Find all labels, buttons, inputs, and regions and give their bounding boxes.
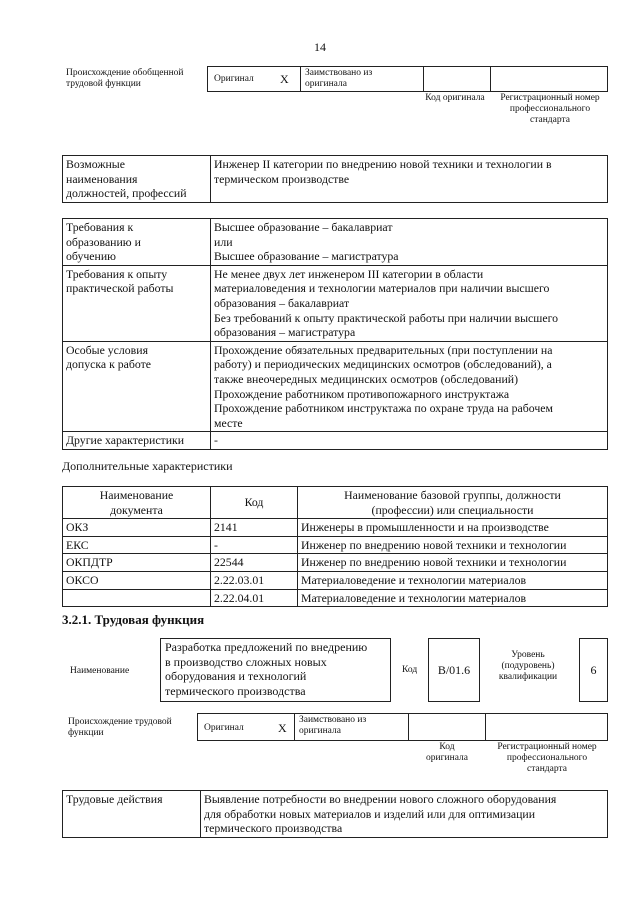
table-row (63, 554, 608, 572)
origin-table (207, 66, 608, 92)
req-education-label: Требования к образованию и обучению (63, 219, 211, 266)
row-name: Материаловедение и технологии материалов (298, 571, 608, 589)
table-row (63, 571, 608, 589)
qualification-level-value: 6 (579, 638, 608, 702)
req-other-label: Другие характеристики (63, 432, 211, 450)
origin-label: Происхождение обобщенной трудовой функции (66, 68, 184, 89)
function-name-value: Разработка предложений по внедрению в производство сложных новых оборудования и технологий термического производства (160, 638, 391, 702)
row-code: 22544 (211, 554, 298, 572)
function-original-label: Оригинал (204, 723, 244, 733)
labor-actions-value: Выявление потребности во внедрении нового сложного оборудования для обработки новых материалов и изделий или для оптимизации термического производства (201, 791, 608, 838)
original-label: Оригинал (214, 74, 254, 84)
qualification-level-label: Уровень (подуровень) квалификации (498, 650, 558, 682)
function-origin-label: Происхождение трудовой функции (68, 717, 172, 738)
req-special-conditions-value: Прохождение обязательных предварительных (при поступлении на работу) и периодических медицинских осмотров (обследований), а также внеочередных медицинских осмотров (обследований) Прохождение работником противопожарного инструктажа Прохождение работником инструктажа по охране труда на рабочем месте (211, 341, 608, 432)
labor-actions-table (62, 790, 608, 838)
row-name: Материаловедение и технологии материалов (298, 589, 608, 607)
req-special-conditions-label: Особые условия допуска к работе (63, 341, 211, 432)
req-experience-label: Требования к опыту практической работы (63, 265, 211, 341)
function-origin-table (197, 713, 608, 741)
table-row (63, 589, 608, 607)
row-name: Инженер по внедрению новой техники и технологии (298, 536, 608, 554)
code-original-label: Код оригинала (425, 93, 485, 103)
req-education-value: Высшее образование – бакалавриат или Высшее образование – магистратура (211, 219, 608, 266)
row-code: - (211, 536, 298, 554)
row-doc (63, 589, 211, 607)
req-other-value: - (211, 432, 608, 450)
row-code: 2.22.03.01 (211, 571, 298, 589)
labor-actions-label: Трудовые действия (63, 791, 201, 838)
requirements-table (62, 218, 608, 450)
page-number: 14 (314, 40, 326, 54)
header-code: Код (211, 487, 298, 519)
additional-table (62, 486, 608, 607)
function-code-original-label: Код оригинала (426, 742, 468, 763)
function-borrowed-label: Заимствовано из оригинала (299, 715, 367, 736)
table-row (63, 536, 608, 554)
section-title: 3.2.1. Трудовая функция (62, 612, 205, 627)
job-titles-value: Инженер II категории по внедрению новой техники и технологии в термическом производстве (211, 156, 608, 203)
header-group: Наименование базовой группы, должности (профессии) или специальности (298, 487, 608, 519)
borrowed-label: Заимствовано из оригинала (305, 68, 373, 89)
job-titles-table (62, 155, 608, 203)
function-registration-number-label: Регистрационный номер профессионального стандарта (497, 742, 597, 774)
table-row (63, 519, 608, 537)
row-code: 2141 (211, 519, 298, 537)
original-mark: X (280, 72, 289, 86)
row-doc: ЕКС (63, 536, 211, 554)
function-original-mark: X (278, 721, 287, 735)
row-doc: ОКСО (63, 571, 211, 589)
job-titles-label: Возможные наименования должностей, профессий (63, 156, 211, 203)
row-code: 2.22.04.01 (211, 589, 298, 607)
registration-number-label: Регистрационный номер профессионального стандарта (500, 93, 600, 125)
function-code-value: B/01.6 (428, 638, 480, 702)
row-name: Инженер по внедрению новой техники и технологии (298, 554, 608, 572)
req-experience-value: Не менее двух лет инженером III категории в области материаловедения и технологии материалов при наличии высшего образования – бакалавриат Без требований к опыту практической работы при наличии высшего образования – магистратура (211, 265, 608, 341)
row-doc: ОКЗ (63, 519, 211, 537)
function-code-label: Код (402, 665, 418, 675)
row-name: Инженеры в промышленности и на производстве (298, 519, 608, 537)
header-document: Наименование документа (63, 487, 211, 519)
additional-title: Дополнительные характеристики (62, 459, 233, 473)
row-doc: ОКПДТР (63, 554, 211, 572)
function-name-label: Наименование (70, 666, 130, 676)
